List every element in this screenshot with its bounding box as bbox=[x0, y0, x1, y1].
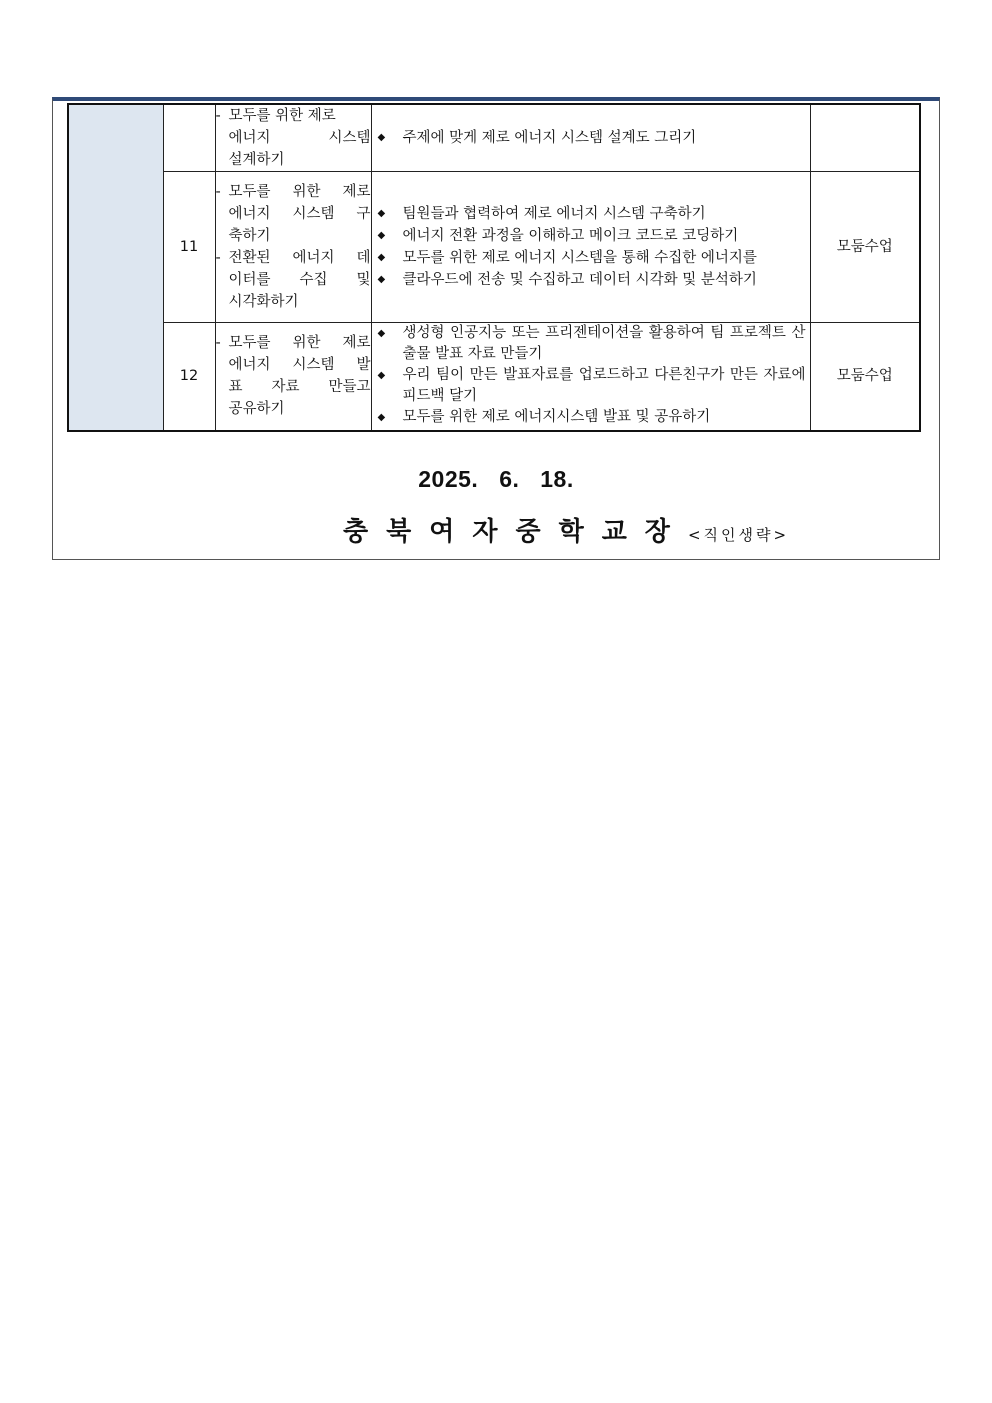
session-number: 12 bbox=[163, 323, 215, 431]
diamond-bullet-icon: ◆ bbox=[377, 412, 386, 424]
topic-cell bbox=[215, 104, 371, 172]
diamond-bullet-icon: ◆ bbox=[377, 230, 386, 241]
list-item: ◆ 모두를 위한 제로 에너지 시스템을 통해 수집한 에너지를 bbox=[378, 247, 806, 269]
table-row bbox=[68, 172, 920, 323]
signer-name: 충북여자중학교장 bbox=[343, 517, 688, 547]
session-number bbox=[163, 104, 215, 172]
list-item: ◆ 클라우드에 전송 및 수집하고 데이터 시각화 및 분석하기 bbox=[378, 269, 806, 291]
table-row bbox=[68, 104, 920, 172]
topic-item: - 모두를 위한 제로 에너지 시스템 구 축하기 bbox=[215, 184, 371, 244]
list-item: ◆ 생성형 인공지능 또는 프리젠테이션을 활용하여 팀 프로젝트 산출물 발표 자료 만들기 bbox=[378, 323, 806, 365]
activity-cell bbox=[371, 323, 810, 431]
topic-item: - 모두를 위한 제로 에너지 시스템 발 표 자료 만들고 공유하기 bbox=[215, 335, 371, 418]
session-number: 11 bbox=[163, 172, 215, 323]
list-item: ◆ 에너지 전환 과정을 이해하고 메이크 코드로 코딩하기 bbox=[378, 225, 806, 247]
list-item: ◆ 우리 팀이 만든 발표자료를 업로드하고 다른친구가 만든 자료에 피드백 달기 bbox=[378, 365, 806, 407]
list-item: ◆ 팀원들과 협력하여 제로 에너지 시스템 구축하기 bbox=[378, 203, 806, 225]
document-frame bbox=[52, 97, 940, 560]
list-item: ◆ 주제에 맞게 제로 에너지 시스템 설계도 그리기 bbox=[378, 127, 806, 149]
diamond-bullet-icon: ◆ bbox=[377, 252, 386, 263]
diamond-bullet-icon: ◆ bbox=[377, 328, 386, 340]
teaching-mode: 모둠수업 bbox=[810, 172, 920, 323]
diamond-bullet-icon: ◆ bbox=[377, 208, 386, 219]
teaching-mode bbox=[810, 104, 920, 172]
document-date: 2025. 6. 18. bbox=[418, 466, 574, 492]
diamond-bullet-icon: ◆ bbox=[377, 132, 386, 143]
topic-item: - 전환된 에너지 데 이터를 수집 및 시각화하기 bbox=[215, 250, 371, 310]
signer-line bbox=[343, 511, 789, 548]
list-item: ◆ 모두를 위한 제로 에너지시스템 발표 및 공유하기 bbox=[378, 407, 806, 429]
activity-cell bbox=[371, 172, 810, 323]
teaching-mode: 모둠수업 bbox=[810, 323, 920, 431]
diamond-bullet-icon: ◆ bbox=[377, 274, 386, 285]
diamond-bullet-icon: ◆ bbox=[377, 370, 386, 382]
activity-cell bbox=[371, 104, 810, 172]
topic-item: - 모두를 위한 제로 에너지 시스템 설계하기 bbox=[215, 108, 371, 168]
topic-cell bbox=[215, 323, 371, 431]
lesson-plan-table bbox=[67, 103, 921, 432]
category-cell bbox=[68, 104, 163, 431]
topic-cell bbox=[215, 172, 371, 323]
table-row bbox=[68, 323, 920, 431]
seal-note: <직인생략> bbox=[687, 526, 790, 544]
